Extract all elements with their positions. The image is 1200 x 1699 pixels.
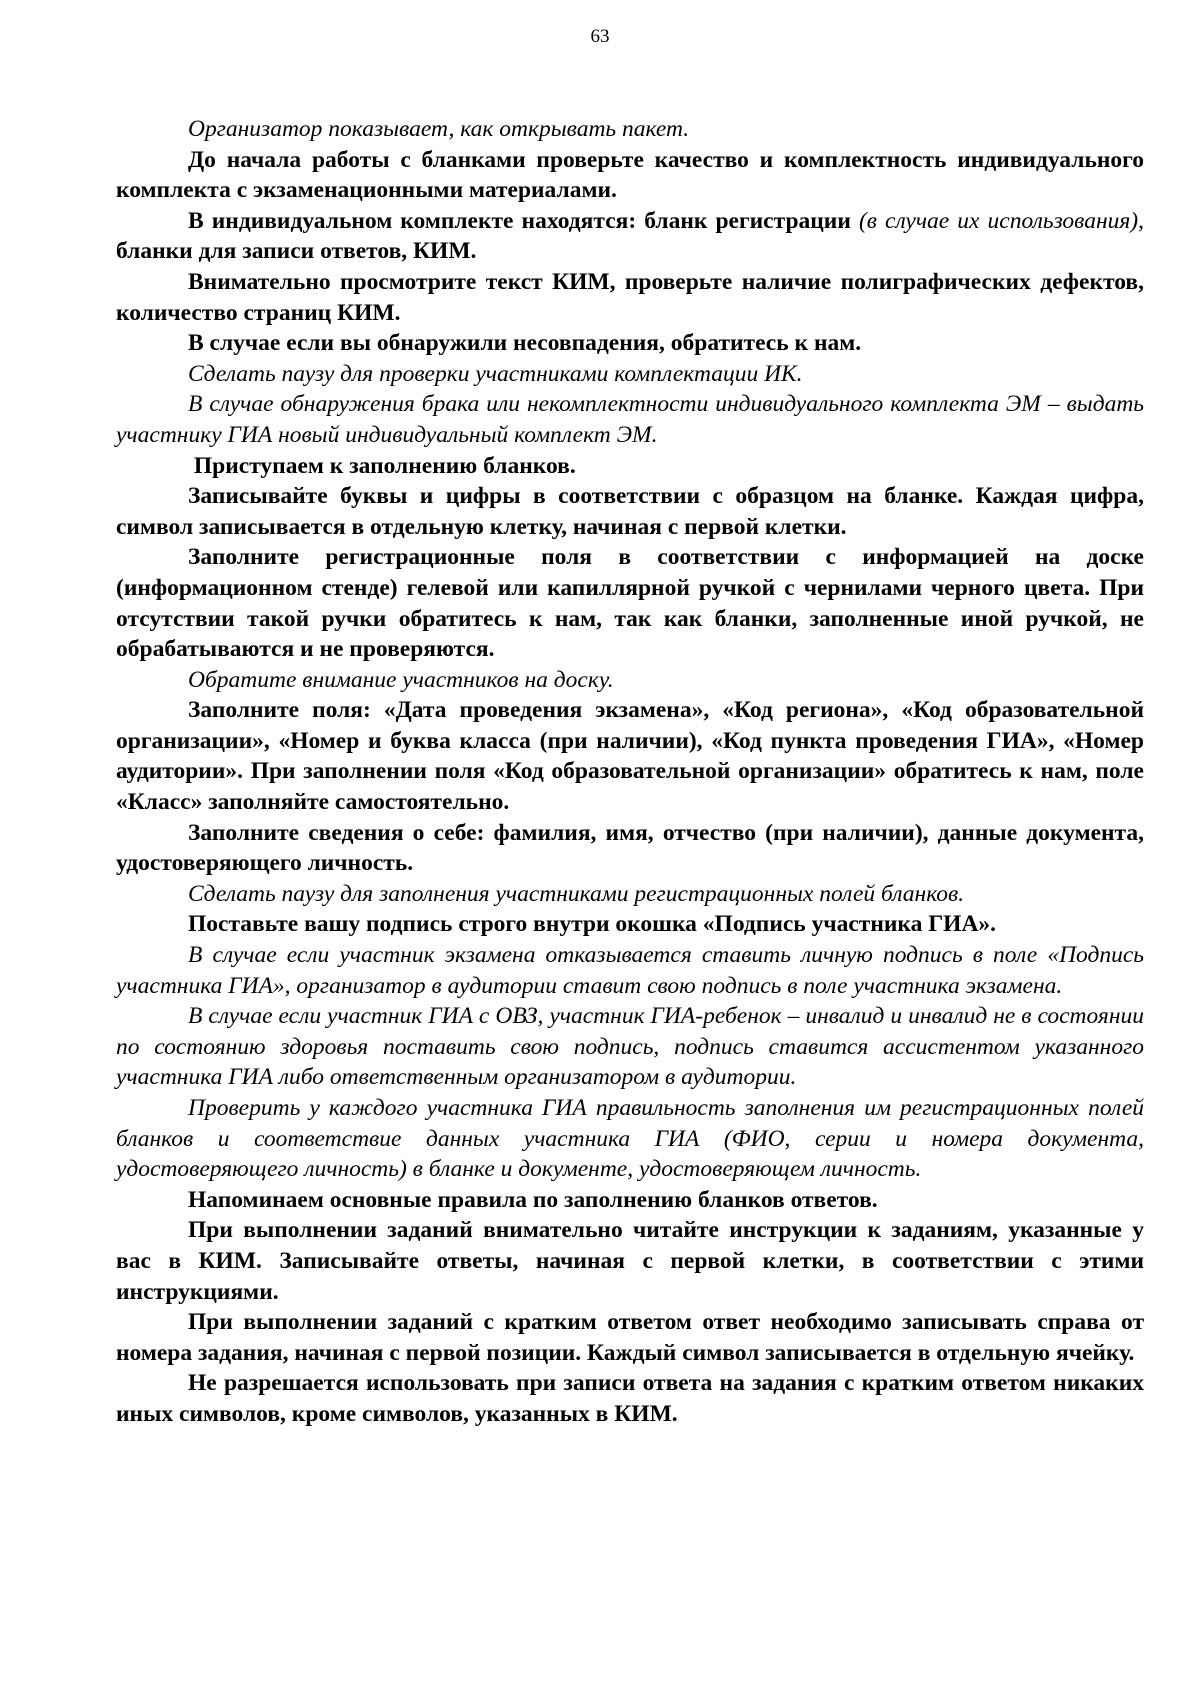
paragraph: Сделать паузу для проверки участниками комплектации ИК.	[188, 360, 803, 387]
paragraph: Обратите внимание участников на доску.	[188, 666, 614, 693]
paragraph: Заполните регистрационные поля в соответствии с информацией на доске (информационном стенде) гелевой или капиллярной ручкой с чернилами черного цвета. При отсутствии такой ручки обратитесь к нам, так как бланки, заполненные иной ручкой, не обрабатываются и не проверяются.	[116, 544, 1144, 663]
paragraph: В случае если участник экзамена отказывается ставить личную подпись в поле «Подпись участника ГИА», организатор в аудитории ставит свою подпись в поле участника экзамена.	[116, 942, 1144, 999]
paragraph: Внимательно просмотрите текст КИМ, проверьте наличие полиграфических дефектов, количество страниц КИМ.	[116, 268, 1144, 326]
section-heading: Приступаем к заполнению бланков.	[188, 452, 576, 479]
paragraph: При выполнении заданий внимательно читайте инструкции к заданиям, указанные у вас в КИМ. Записывайте ответы, начиная с первой клетки, в соответствии с этими инструкциями.	[116, 1217, 1144, 1305]
page-number: 63	[590, 26, 610, 47]
paragraph: В случае если участник ГИА с ОВЗ, участник ГИА-ребенок – инвалид и инвалид не в состоянии по состоянию здоровья поставить свою подпись, подпись ставится ассистентом указанного участника ГИА либо ответственным организатором в аудитории.	[116, 1003, 1144, 1091]
paragraph: Заполните сведения о себе: фамилия, имя, отчество (при наличии), данные документа, удостоверяющего личность.	[116, 819, 1144, 877]
paragraph: Сделать паузу для заполнения участниками регистрационных полей бланков.	[188, 880, 965, 907]
paragraph: В случае обнаружения брака или некомплектности индивидуального комплекта ЭМ – выдать участнику ГИА новый индивидуальный комплект ЭМ.	[116, 391, 1144, 448]
paragraph: При выполнении заданий с кратким ответом ответ необходимо записывать справа от номера задания, начиная с первой позиции. Каждый символ записывается в отдельную ячейку.	[116, 1309, 1144, 1366]
paragraph: Заполните поля: «Дата проведения экзамена», «Код региона», «Код образовательной организации», «Номер и буква класса (при наличии), «Код пункта проведения ГИА», «Номер аудитории». При заполнении поля «Код образовательной организации» обратитесь к нам, поле «Класс» заполняйте самостоятельно.	[116, 697, 1144, 816]
paragraph: До начала работы с бланками проверьте качество и комплектность индивидуального комплекта с экзаменационными материалами.	[116, 146, 1144, 204]
paragraph-mixed	[116, 206, 1144, 267]
paragraph-part: бланки для записи ответов, КИМ.	[116, 238, 477, 265]
paragraph-part: В индивидуальном комплекте находятся: бланк регистрации	[188, 207, 859, 234]
paragraph: Поставьте вашу подпись строго внутри окошка «Подпись участника ГИА».	[188, 911, 997, 938]
document-body	[116, 114, 1144, 1430]
paragraph: Проверить у каждого участника ГИА правильность заполнения им регистрационных полей бланков и соответствие данных участника ГИА (ФИО, серии и номера документа, удостоверяющего личность) в бланке и документе, удостоверяющем личность.	[116, 1095, 1144, 1183]
section-heading: Напоминаем основные правила по заполнению бланков ответов.	[188, 1186, 878, 1213]
paragraph-part: (в случае их использования),	[858, 207, 1144, 234]
paragraph: Записывайте буквы и цифры в соответствии с образцом на бланке. Каждая цифра, символ записывается в отдельную клетку, начиная с первой клетки.	[116, 483, 1144, 540]
paragraph: Организатор показывает, как открывать пакет.	[188, 116, 690, 142]
paragraph: Не разрешается использовать при записи ответа на задания с кратким ответом никаких иных символов, кроме символов, указанных в КИМ.	[116, 1370, 1144, 1427]
paragraph: В случае если вы обнаружили несовпадения, обратитесь к нам.	[188, 330, 862, 357]
